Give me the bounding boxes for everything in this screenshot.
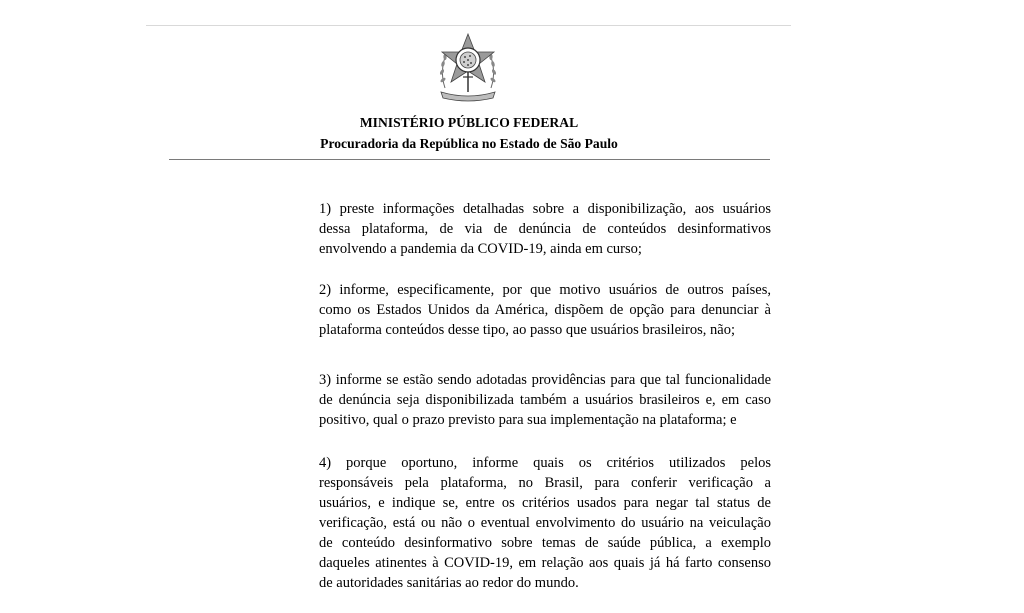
- paragraph-line: 4) porque oportuno, informe quais os critérios utilizados pelos: [319, 455, 771, 471]
- paragraph-item-2: [319, 280, 771, 340]
- page-top-edge: [146, 25, 791, 26]
- office-subtitle: Procuradoria da República no Estado de São Paulo: [320, 136, 618, 151]
- paragraph-line: como os Estados Unidos da América, dispõem de opção para denunciar à: [319, 302, 771, 318]
- paragraph-item-3: [319, 370, 771, 430]
- paragraph-line: 3) informe se estão sendo adotadas providências para que tal funcionalidade: [319, 372, 771, 388]
- paragraph-item-4: [319, 453, 771, 593]
- paragraph-line: daqueles atinentes à COVID-19, em relação aos quais já há farto consenso: [319, 555, 771, 571]
- paragraph-line: de conteúdo desinformativo sobre temas de saúde pública, a exemplo: [319, 535, 771, 551]
- paragraph-line: responsáveis pela plataforma, no Brasil, para conferir verificação a: [319, 475, 771, 491]
- paragraph-line: positivo, qual o prazo previsto para sua implementação na plataforma; e: [319, 412, 737, 428]
- brazil-coat-of-arms-icon: [435, 30, 501, 104]
- paragraph-line: dessa plataforma, de via de denúncia de conteúdos desinformativos: [319, 221, 771, 237]
- ministry-title: MINISTÉRIO PÚBLICO FEDERAL: [359, 115, 579, 130]
- paragraph-line: envolvendo a pandemia da COVID-19, ainda em curso;: [319, 241, 642, 257]
- paragraph-line: verificação, está ou não o eventual envolvimento do usuário na veiculação: [319, 515, 771, 531]
- paragraph-line: plataforma conteúdos desse tipo, ao passo que usuários brasileiros, não;: [319, 322, 735, 338]
- paragraph-line: 2) informe, especificamente, por que motivo usuários de outros países,: [319, 282, 771, 298]
- paragraph-line: usuários, e indique se, entre os critérios usados para negar tal status de: [319, 495, 771, 511]
- header-divider: [169, 159, 770, 160]
- paragraph-line: 1) preste informações detalhadas sobre a disponibilização, aos usuários: [319, 201, 771, 217]
- paragraph-line: de denúncia seja disponibilizada também a usuários brasileiros e, em caso: [319, 392, 771, 408]
- paragraph-line: de autoridades sanitárias ao redor do mundo.: [319, 575, 579, 591]
- paragraph-item-1: [319, 199, 771, 259]
